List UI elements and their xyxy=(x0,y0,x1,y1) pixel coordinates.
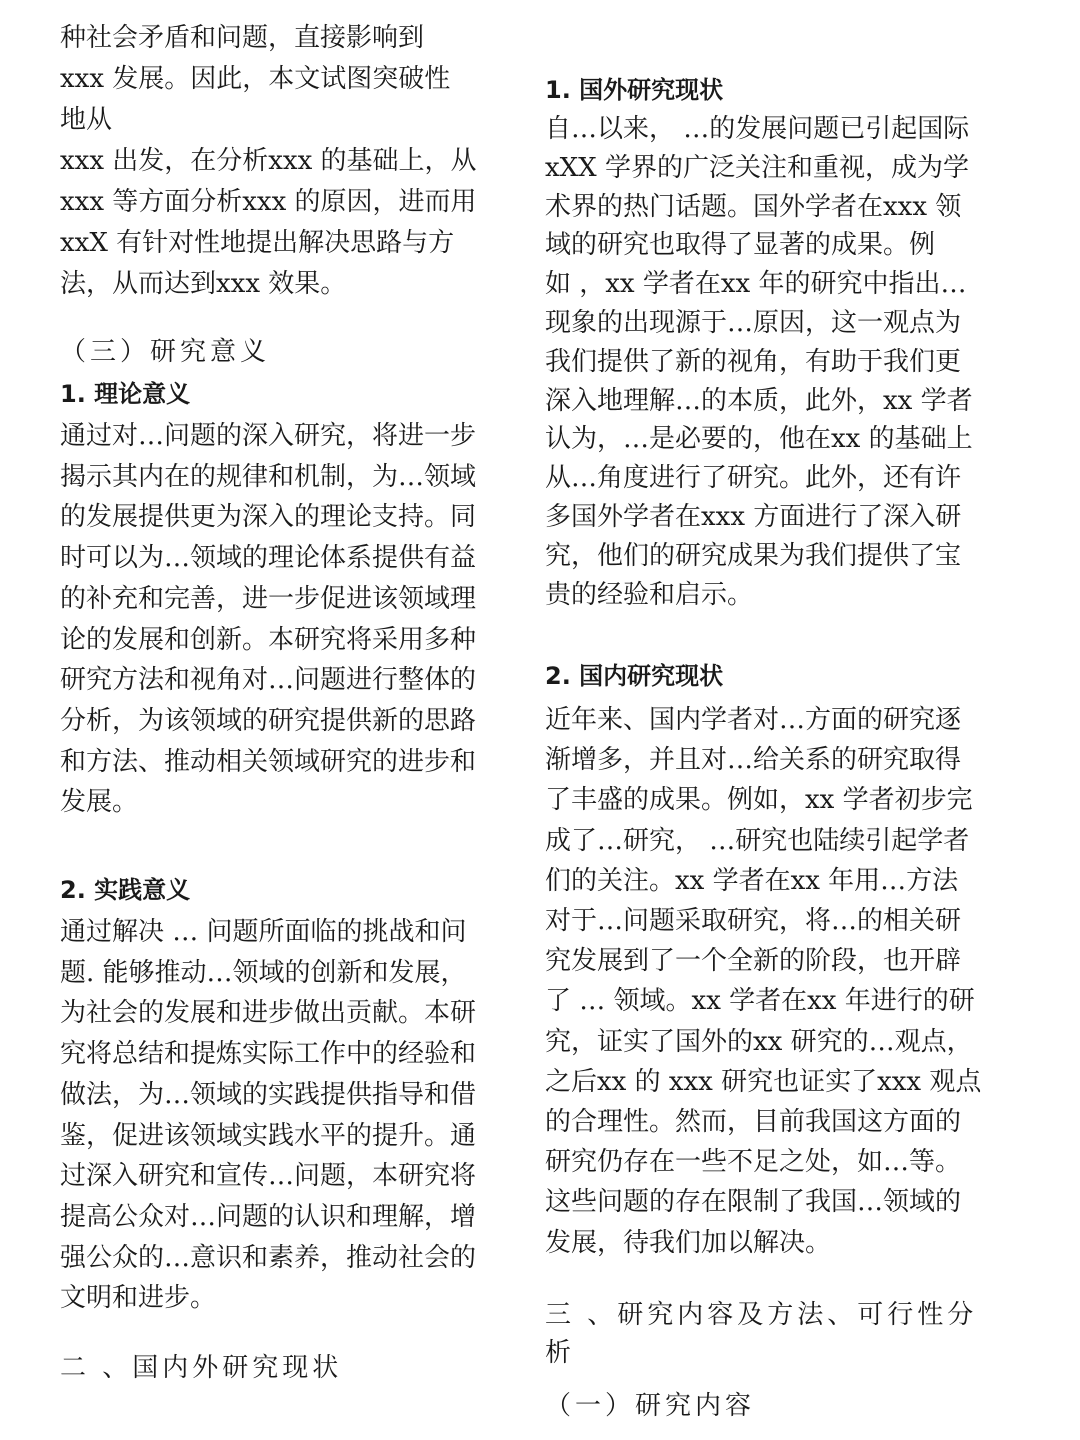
text-line: 成了…研究， …研究也陆续引起学者 xyxy=(545,825,970,856)
text-line: 自…以来， …的发展问题已引起国际 xyxy=(545,114,970,144)
heading-section-three xyxy=(545,1296,977,1372)
text-line: 提高公众对…问题的认识和理解，增 xyxy=(60,1201,477,1232)
text-line: 究将总结和提炼实际工作中的经验和 xyxy=(60,1039,477,1070)
text-line: 了 … 领域。xx 学者在xx 年进行的研 xyxy=(545,986,975,1017)
text-line: 三 、研究内容及方法、可行性分 xyxy=(545,1300,978,1330)
text-line: 和方法、推动相关领域研究的进步和 xyxy=(60,746,477,777)
text-line: 深入地理解…的本质，此外，xx 学者 xyxy=(545,385,973,416)
text-line: 贵的经验和启示。 xyxy=(545,579,754,610)
text-line: 从…角度进行了研究。此外，还有许 xyxy=(545,463,962,494)
text-line: 强公众的…意识和素养，推动社会的 xyxy=(60,1242,477,1273)
foreign-paragraph xyxy=(545,110,973,614)
text-line: 究发展到了一个全新的阶段，也开辟 xyxy=(545,946,962,977)
text-line: 近年来、国内学者对…方面的研究逐 xyxy=(545,705,962,735)
heading-theoretical-significance: 1. 理论意义 xyxy=(60,380,191,408)
text-line: 的发展提供更为深入的理论支持。同 xyxy=(60,502,477,533)
practice-paragraph xyxy=(60,912,476,1319)
text-line: 揭示其内在的规律和机制，为…领域 xyxy=(60,461,477,492)
text-line: 这些问题的存在限制了我国…领域的 xyxy=(545,1187,962,1218)
text-line: 研究方法和视角对…问题进行整体的 xyxy=(60,665,477,696)
text-line: 通过对…问题的深入研究，将进一步 xyxy=(60,421,477,451)
heading-domestic-status: 2. 国内研究现状 xyxy=(545,662,724,690)
text-line: 法，从而达到xxx 效果。 xyxy=(60,269,347,299)
text-line: 的合理性。然而，目前我国这方面的 xyxy=(545,1107,962,1138)
heading-practical-significance: 2. 实践意义 xyxy=(60,876,191,904)
text-line: xxx 出发，在分析xxx 的基础上，从 xyxy=(60,146,477,176)
text-line: 现象的出现源于…原因，这一观点为 xyxy=(545,307,962,338)
text-line: xXX 学界的广泛关注和重视，成为学 xyxy=(545,152,969,183)
domestic-paragraph xyxy=(545,700,981,1263)
text-line: 种社会矛盾和问题，直接影响到 xyxy=(60,23,425,53)
text-line: 地从 xyxy=(60,105,113,135)
text-line: 的补充和完善，进一步促进该领域理 xyxy=(60,583,477,614)
text-line: xxx 发展。因此，本文试图突破性 xyxy=(60,64,451,94)
text-line: 论的发展和创新。本研究将采用多种 xyxy=(60,624,477,655)
text-line: xxx 等方面分析xxx 的原因，进而用 xyxy=(60,187,477,217)
text-line: 分析，为该领域的研究提供新的思路 xyxy=(60,705,477,736)
text-line: 对于…问题采取研究，将…的相关研 xyxy=(545,906,962,937)
theory-paragraph xyxy=(60,416,476,823)
text-line: 研究仍存在一些不足之处，如…等。 xyxy=(545,1147,962,1178)
text-line: 了丰盛的成果。例如，xx 学者初步完 xyxy=(545,785,973,816)
text-line: 做法，为…领域的实践提供指导和借 xyxy=(60,1079,477,1110)
text-line: 多国外学者在xxx 方面进行了深入研 xyxy=(545,501,962,532)
text-line: 们的关注。xx 学者在xx 年用…方法 xyxy=(545,865,959,896)
text-line: 究，证实了国外的xx 研究的…观点， xyxy=(545,1026,973,1057)
text-line: 析 xyxy=(545,1338,576,1368)
text-line: 发展，待我们加以解决。 xyxy=(545,1227,832,1258)
text-line: 发展。 xyxy=(60,787,139,818)
text-line: 渐增多，并且对…给关系的研究取得 xyxy=(545,745,962,776)
text-line: 如 ，xx 学者在xx 年的研究中指出… xyxy=(545,269,967,300)
text-line: 为社会的发展和进步做出贡献。本研 xyxy=(60,998,477,1029)
text-line: 时可以为…领域的理论体系提供有益 xyxy=(60,543,477,574)
text-line: 认为，…是必要的，他在xx 的基础上 xyxy=(545,424,973,455)
text-line: 究，他们的研究成果为我们提供了宝 xyxy=(545,540,962,571)
heading-research-status: 二 、国内外研究现状 xyxy=(60,1353,343,1383)
heading-foreign-status: 1. 国外研究现状 xyxy=(545,76,724,104)
text-line: 文明和进步。 xyxy=(60,1283,217,1314)
intro-paragraph xyxy=(60,18,477,305)
heading-research-content: （一）研究内容 xyxy=(545,1391,756,1421)
text-line: 之后xx 的 xxx 研究也证实了xxx 观点 xyxy=(545,1066,982,1097)
text-line: xxX 有针对性地提出解决思路与方 xyxy=(60,228,455,258)
text-line: 过深入研究和宣传…问题，本研究将 xyxy=(60,1161,477,1192)
text-line: 通过解决 … 问题所面临的挑战和问 xyxy=(60,917,467,947)
text-line: 域的研究也取得了显著的成果。例 xyxy=(545,230,936,261)
text-line: 我们提供了新的视角，有助于我们更 xyxy=(545,346,962,377)
heading-research-significance: （三）研究意义 xyxy=(60,337,271,367)
text-line: 术界的热门话题。国外学者在xxx 领 xyxy=(545,191,962,222)
text-line: 题. 能够推动…领域的创新和发展， xyxy=(60,957,467,988)
text-line: 鉴，促进该领域实践水平的提升。通 xyxy=(60,1120,477,1151)
